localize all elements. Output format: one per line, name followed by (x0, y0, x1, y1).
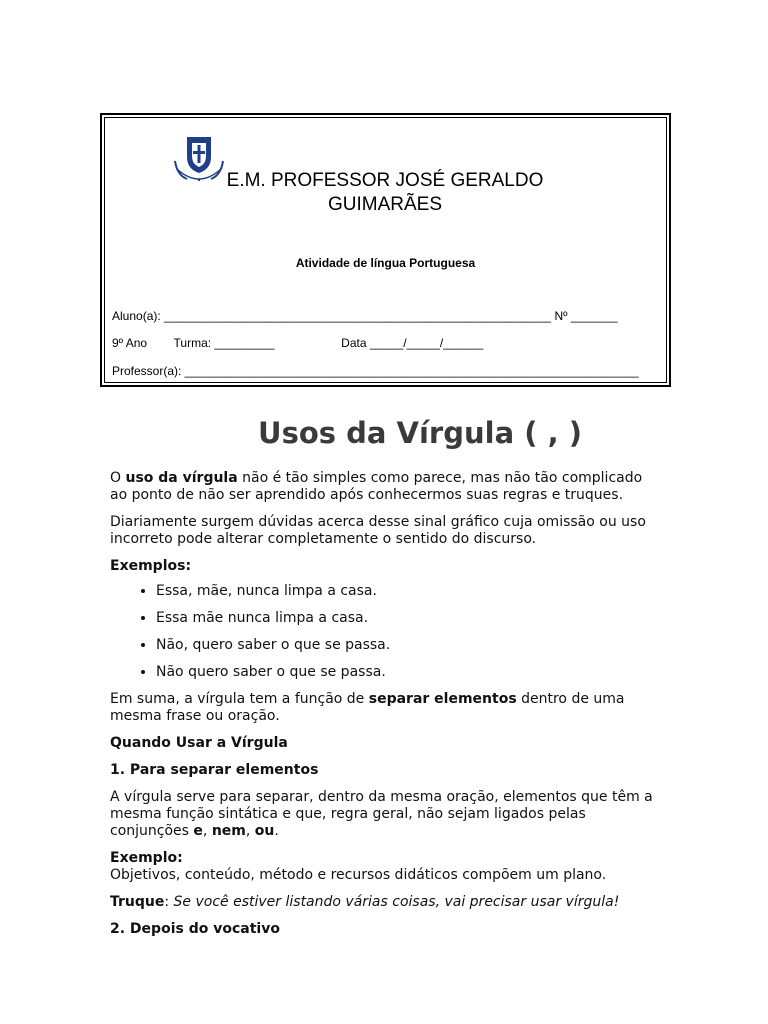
text-span: A vírgula serve para separar, dentro da mesma oração, elementos que têm a mesma função sintática e que, regra geral, não sejam ligados pelas conjunções (110, 789, 653, 839)
intro-paragraph (110, 470, 658, 504)
text-span: Em suma, a vírgula tem a função de (110, 691, 369, 707)
header-box (100, 113, 671, 387)
text-span: : (164, 894, 174, 910)
bold-text: e (193, 823, 203, 839)
list-item: • Não quero saber o que se passa. (156, 664, 658, 681)
tip-text: Se você estiver listando várias coisas, vai precisar usar vírgula! (173, 894, 620, 910)
school-name-line2: GUIMARÃES (327, 194, 443, 215)
subsection-heading: 1. Para separar elementos (110, 762, 319, 778)
examples-list (110, 583, 658, 681)
tip-label: Truque (110, 894, 165, 910)
example-text: Objetivos, conteúdo, método e recursos didáticos compõem um plano. (110, 867, 607, 883)
teacher-name-field[interactable]: Professor(a): ____________________________________________________________________ (112, 364, 639, 378)
text-span: , (202, 823, 212, 839)
tip-paragraph (110, 894, 658, 911)
text-span: O (110, 470, 126, 486)
bold-text: uso da vírgula (125, 470, 238, 486)
class-date-field[interactable]: 9º Ano Turma: _________ Data _____/_____/______ (112, 336, 484, 350)
examples-label: Exemplos: (110, 558, 192, 574)
document-body (110, 470, 658, 948)
header-inner (104, 117, 667, 383)
list-item: • Essa, mãe, nunca limpa a casa. (156, 583, 658, 600)
text-span: dentro de uma mesma frase ou oração. (110, 691, 625, 724)
text-span: não é tão simples como parece, mas não tão complicado ao ponto de não ser aprendido após conhecermos suas regras e truques. (110, 470, 643, 503)
bold-text: ou (254, 823, 275, 839)
school-name (205, 169, 565, 217)
text-span: , (245, 823, 255, 839)
list-item: • Não, quero saber o que se passa. (156, 637, 658, 654)
subsection-heading: 2. Depois do vocativo (110, 921, 280, 937)
example-label: Exemplo: (110, 850, 183, 866)
bold-text: nem (211, 823, 246, 839)
page-title: Usos da Vírgula ( , ) (258, 416, 582, 450)
text-span: . (274, 823, 279, 839)
summary-paragraph (110, 691, 658, 725)
list-item: • Essa mãe nunca limpa a casa. (156, 610, 658, 627)
example-block (110, 850, 658, 884)
school-name-line1: E.M. PROFESSOR JOSÉ GERALDO (226, 170, 544, 191)
section-heading: Quando Usar a Vírgula (110, 735, 288, 751)
section-paragraph (110, 789, 658, 840)
paragraph: Diariamente surgem dúvidas acerca desse sinal gráfico cuja omissão ou uso incorreto pode alterar completamente o sentido do discurso. (110, 514, 646, 547)
student-name-field[interactable]: Aluno(a): __________________________________________________________ Nº _______ (112, 309, 618, 323)
bold-text: separar elementos (368, 691, 517, 707)
activity-title: Atividade de língua Portuguesa (295, 256, 476, 270)
